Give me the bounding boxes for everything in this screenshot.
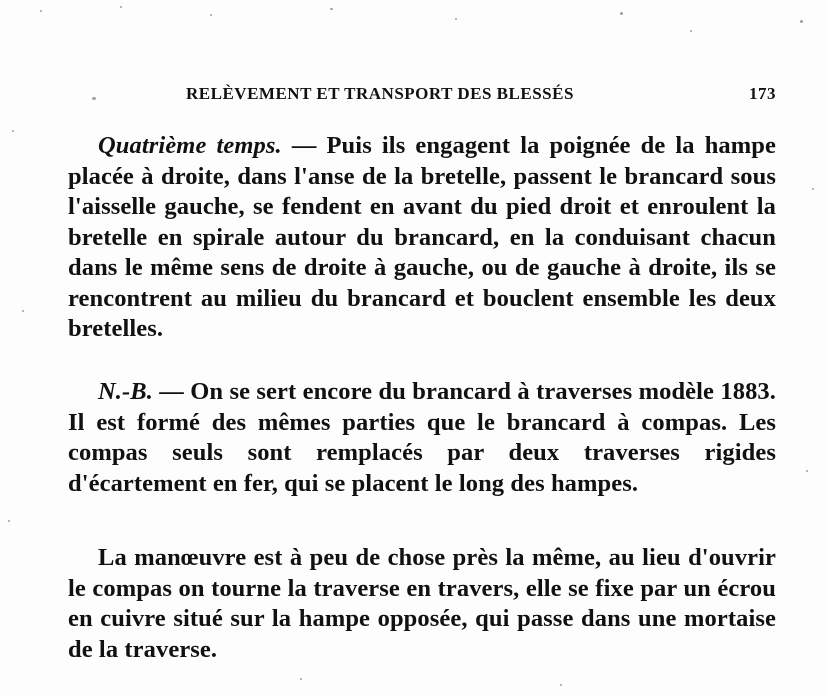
scan-speck	[455, 18, 457, 20]
paragraph-text: La manœuvre est à peu de chose près la même, au lieu d'ouvrir le compas on tourne la traverse en travers, elle se fixe par un écrou en cuivre situé sur la hampe opposée, qui passe dans une mortaise de la traverse.	[68, 544, 776, 663]
paragraph-nota-bene	[68, 377, 776, 499]
scan-speck	[690, 30, 692, 32]
paragraph-manoeuvre	[68, 543, 776, 665]
scan-speck	[8, 520, 10, 522]
scan-speck	[22, 310, 24, 312]
scan-speck	[40, 10, 42, 12]
scan-speck	[812, 188, 814, 190]
scan-speck	[92, 97, 96, 100]
paragraph-quatrieme-temps	[68, 131, 776, 345]
scan-speck	[560, 684, 562, 686]
running-title: RELÈVEMENT ET TRANSPORT DES BLESSÉS	[186, 84, 574, 103]
scan-speck	[806, 470, 808, 472]
paragraph-lead: N.-B.	[98, 378, 153, 405]
paragraph-text: — Puis ils engagent la poignée de la hampe placée à droite, dans l'anse de la bretelle, passent le brancard sous l'aisselle gauche, se fendent en avant du pied droit et enroulent la bretelle en spirale autour du brancard, en la conduisant chacun dans le même sens de droite à gauche, ou de gauche à droite, ils se rencontrent au milieu du brancard et bouclent ensemble les deux bretelles.	[68, 132, 776, 342]
scan-speck	[800, 20, 803, 23]
page-number: 173	[749, 84, 776, 103]
scan-speck	[330, 8, 333, 10]
paragraph-text: — On se sert encore du brancard à traverses modèle 1883. Il est formé des mêmes parties que le brancard à compas. Les compas seuls sont remplacés par deux traverses rigides d'écartement en fer, qui se placent le long des hampes.	[68, 378, 776, 497]
scan-speck	[120, 6, 122, 8]
paragraph-lead: Quatrième temps.	[98, 132, 282, 159]
scan-speck	[12, 130, 14, 132]
scan-speck	[300, 678, 302, 680]
running-head	[186, 84, 776, 108]
scan-speck	[210, 14, 212, 16]
scan-speck	[620, 12, 623, 15]
